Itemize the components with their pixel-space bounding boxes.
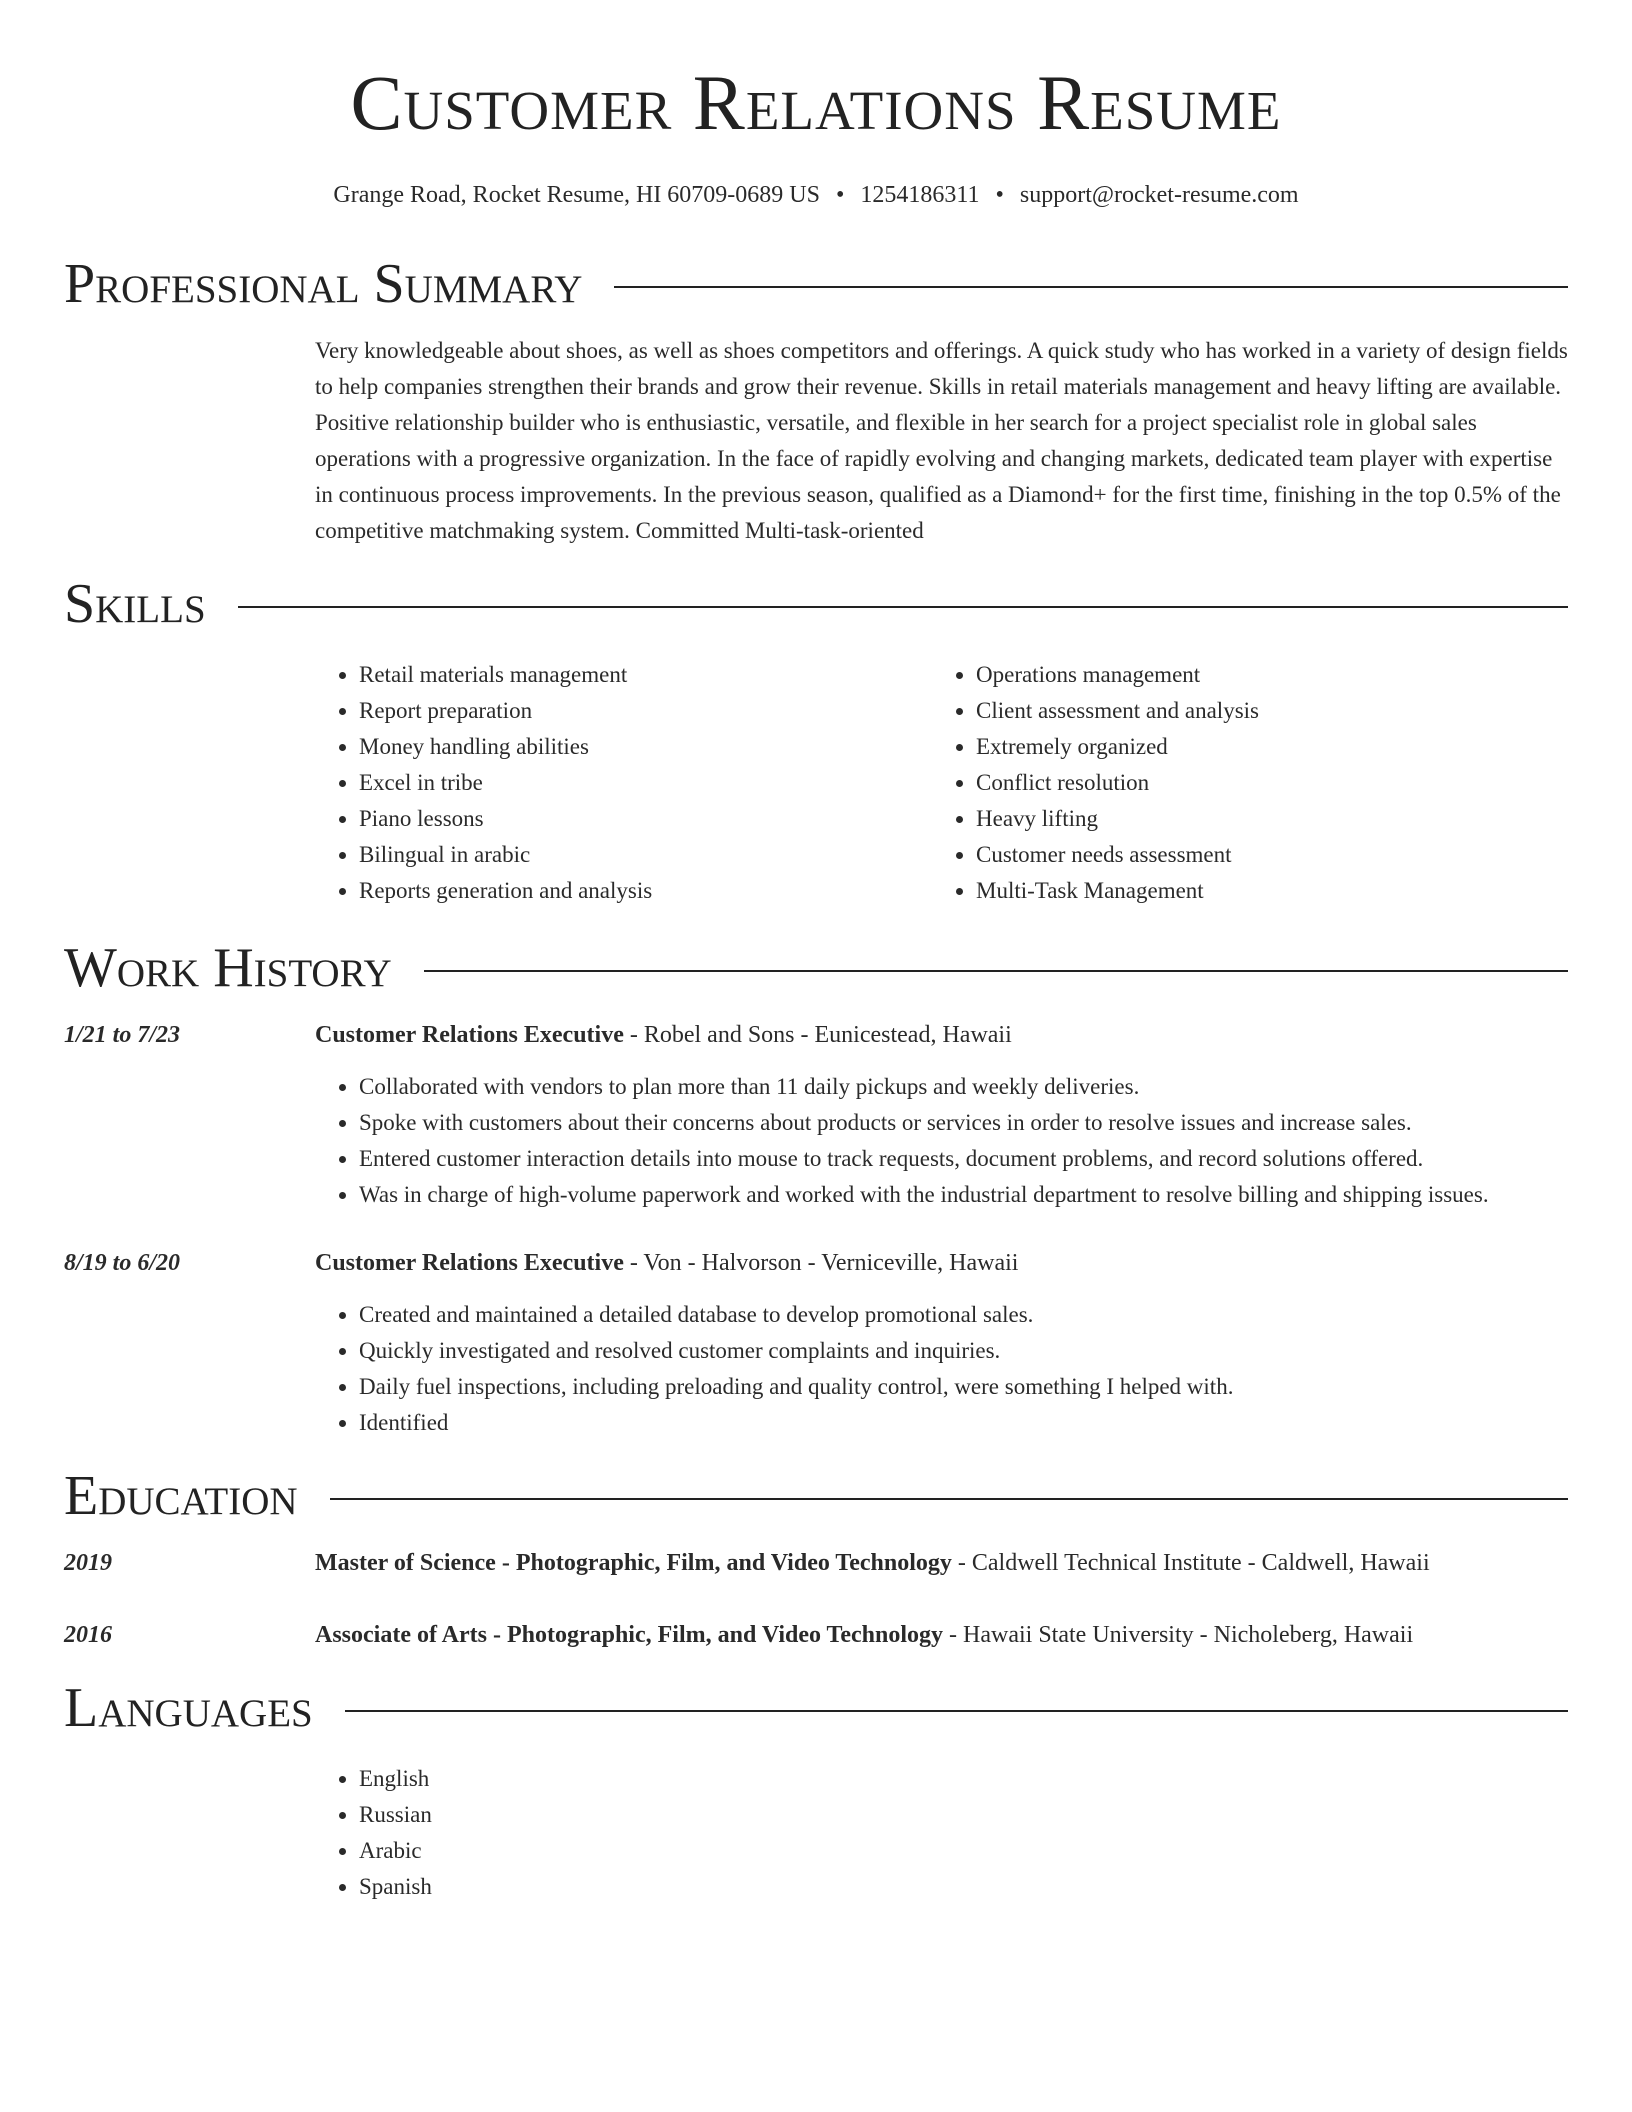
skills-list [315,657,932,909]
skills-column-left [315,657,932,909]
section-header [64,569,1568,639]
skill-item: • Conflict resolution [976,765,1549,801]
summary-body [64,333,1568,549]
job-details [64,1297,1568,1441]
languages-body [64,1761,1568,1905]
education-heading [315,1617,1568,1653]
skill-item: • Heavy lifting [976,801,1549,837]
skills-columns [64,657,1568,909]
skills-list [932,657,1549,909]
languages-list [315,1761,1568,1905]
section-header [64,1673,1568,1743]
job-bullet: • Spoke with customers about their concerns about products or services in order to resolve issues and increase sales. [359,1105,1568,1141]
job-details [64,1069,1568,1213]
separator: • [995,182,1004,208]
section-divider [614,286,1568,288]
resume-name: Customer Relations Resume [350,59,1282,146]
job-entry [64,1017,1568,1213]
contact-line [64,182,1568,209]
skills-column-right [932,657,1549,909]
section-title: Professional Summary [64,253,583,315]
degree: Master of Science - Photographic, Film, and Video Technology [315,1550,952,1576]
job-title: Customer Relations Executive [315,1250,624,1276]
skill-item: • Money handling abilities [359,729,932,765]
job-dates: 1/21 to 7/23 [64,1022,181,1048]
skill-item: • Reports generation and analysis [359,873,932,909]
section-divider [238,606,1568,608]
email: support@rocket-resume.com [1019,182,1299,208]
skill-item: • Customer needs assessment [976,837,1549,873]
job-bullet: • Entered customer interaction details into mouse to track requests, document problems, and record solutions offered. [359,1141,1568,1177]
languages-section [64,1673,1568,1905]
job-header [64,1017,1568,1053]
job-dates: 8/19 to 6/20 [64,1250,181,1276]
phone: 1254186311 [860,182,980,208]
education-section [64,1461,1568,1653]
address: Grange Road, Rocket Resume, HI 60709-0689 US [333,182,820,208]
separator: • [835,182,845,208]
education-item [64,1617,1568,1653]
job-bullet: • Quickly investigated and resolved customer complaints and inquiries. [359,1333,1568,1369]
work-section [64,933,1568,1441]
skill-item: • Client assessment and analysis [976,693,1549,729]
section-divider [330,1498,1568,1500]
language-item: • English [359,1761,1568,1797]
job-bullet: • Identified [359,1405,1568,1441]
job-bullet: • Was in charge of high-volume paperwork and worked with the industrial department to resolve billing and shipping issues. [359,1177,1568,1213]
section-title: Education [64,1465,298,1527]
job-bullet: • Daily fuel inspections, including preloading and quality control, were something I helped with. [359,1369,1568,1405]
school: - Caldwell Technical Institute - Caldwell, Hawaii [951,1550,1430,1576]
education-year: 2016 [64,1622,112,1648]
skill-item: • Multi-Task Management [976,873,1549,909]
language-item: • Russian [359,1797,1568,1833]
skill-item: • Piano lessons [359,801,932,837]
skill-item: • Bilingual in arabic [359,837,932,873]
job-entry [64,1245,1568,1441]
job-header [64,1245,1568,1281]
job-company: - Robel and Sons - Eunicestead, Hawaii [623,1022,1012,1048]
section-title: Skills [64,573,206,635]
job-heading [315,1017,1568,1053]
section-divider [345,1710,1568,1712]
school: - Hawaii State University - Nicholeberg, Hawaii [943,1622,1414,1648]
education-item [64,1545,1568,1581]
summary-text: Very knowledgeable about shoes, as well as shoes competitors and offerings. A quick study who has worked in a variety of design fields to help companies strengthen their brands and grow their revenue. Skills in retail materials management and heavy lifting are available. Positive relationship builder who is enthusiastic, versatile, and flexible in her search for a project specialist role in global sales operations with a progressive organization. In the face of rapidly evolving and changing markets, dedicated team player with expertise in continuous process improvements. In the previous season, qualified as a Diamond+ for the first time, finishing in the top 0.5% of the competitive matchmaking system. Committed Multi-task-oriented [315,338,1568,543]
section-title: Languages [64,1677,313,1739]
language-item: • Arabic [359,1833,1568,1869]
job-bullet: • Collaborated with vendors to plan more than 11 daily pickups and weekly deliveries. [359,1069,1568,1105]
education-heading [315,1545,1568,1581]
job-heading [315,1245,1568,1281]
job-bullets [315,1297,1568,1441]
skill-item: • Operations management [976,657,1549,693]
job-bullet: • Created and maintained a detailed database to develop promotional sales. [359,1297,1568,1333]
skill-item: • Report preparation [359,693,932,729]
job-bullets [315,1069,1568,1213]
degree: Associate of Arts - Photographic, Film, and Video Technology [315,1622,944,1648]
section-title: Work History [64,937,392,999]
section-header [64,1461,1568,1531]
job-company: - Von - Halvorson - Verniceville, Hawaii [623,1250,1019,1276]
education-year: 2019 [64,1550,112,1576]
section-divider [424,970,1568,972]
job-title: Customer Relations Executive [315,1022,624,1048]
skills-section [64,569,1568,909]
skill-item: • Extremely organized [976,729,1549,765]
section-header [64,249,1568,319]
language-item: • Spanish [359,1869,1568,1905]
summary-section [64,249,1568,549]
skill-item: • Excel in tribe [359,765,932,801]
section-header [64,933,1568,1003]
skill-item: • Retail materials management [359,657,932,693]
